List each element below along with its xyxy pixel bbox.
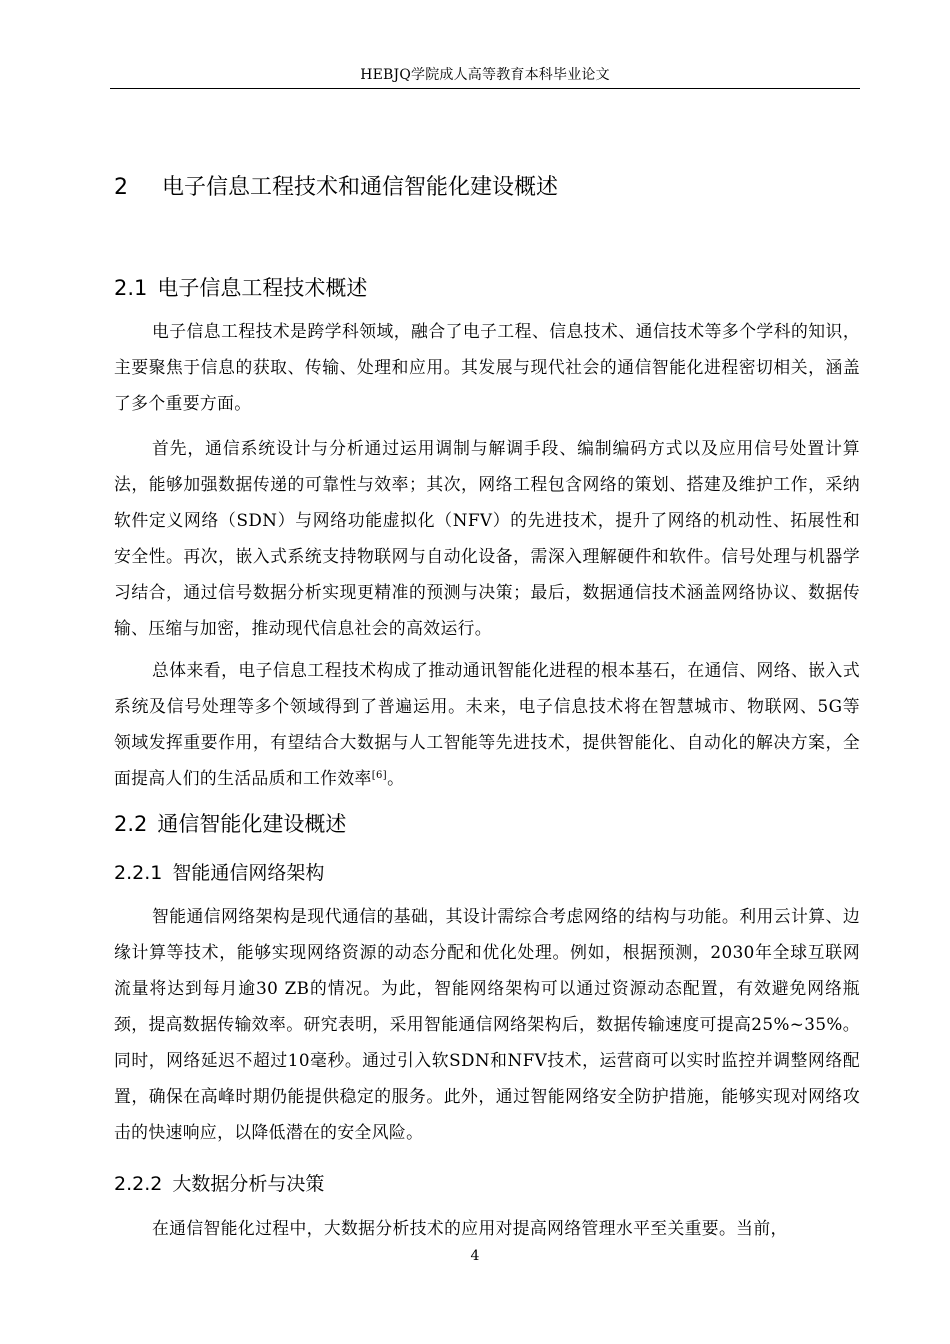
- chapter-title: 电子信息工程技术和通信智能化建设概述: [162, 175, 559, 200]
- paragraph-2-1-1: 电子信息工程技术是跨学科领域，融合了电子工程、信息技术、通信技术等多个学科的知识，主要聚焦于信息的获取、传输、处理和应用。其发展与现代社会的通信智能化进程密切相关，涵盖了多个重要方面。: [114, 321, 860, 413]
- subsection-number: 2.2.1: [114, 862, 163, 884]
- paragraph-2-1-2: 首先，通信系统设计与分析通过运用调制与解调手段、编制编码方式以及应用信号处置计算法，能够加强数据传递的可靠性与效率；其次，网络工程包含网络的策划、搭建及维护工作，采纳软件定义网络（SDN）与网络功能虚拟化（NFV）的先进技术，提升了网络的机动性、拓展性和安全性。再次，嵌入式系统支持物联网与自动化设备，需深入理解硬件和软件。信号处理与机器学习结合，通过信号数据分析实现更精准的预测与决策；最后，数据通信技术涵盖网络协议、数据传输、压缩与加密，推动现代信息社会的高效运行。: [114, 438, 860, 638]
- subsection-title: 大数据分析与决策: [172, 1173, 325, 1195]
- subsection-heading-2-2-1: [114, 860, 860, 886]
- citation-reference: [6]: [371, 770, 388, 781]
- subsection-heading-2-2-2: [114, 1171, 860, 1197]
- section-heading-2-1: [114, 274, 860, 302]
- paragraph-2-2-2: 在通信智能化过程中，大数据分析技术的应用对提高网络管理水平至关重要。当前，: [152, 1218, 788, 1238]
- page-header: HEBJQ学院成人高等教育本科毕业论文: [360, 67, 610, 83]
- chapter-heading: [114, 173, 860, 203]
- subsection-number: 2.2.2: [114, 1173, 163, 1195]
- paragraph-2-1-3: [114, 652, 860, 796]
- paragraph-end: 。: [387, 768, 405, 788]
- section-title: 通信智能化建设概述: [157, 812, 347, 836]
- paragraph-2-2-1: 智能通信网络架构是现代通信的基础，其设计需综合考虑网络的结构与功能。利用云计算、边缘计算等技术，能够实现网络资源的动态分配和优化处理。例如，根据预测，2030年全球互联网流量将达到每月逾30 ZB的情况。为此，智能网络架构可以通过资源动态配置，有效避免网络瓶颈，提高数据传输效率。研究表明，采用智能通信网络架构后，数据传输速度可提高25%~35%。同时，网络延迟不超过10毫秒。通过引入软SDN和NFV技术，运营商可以实时监控并调整网络配置，确保在高峰时期仍能提供稳定的服务。此外，通过智能网络安全防护措施，能够实现对网络攻击的快速响应，以降低潜在的安全风险。: [114, 906, 860, 1142]
- page-number: 4: [470, 1248, 480, 1264]
- subsection-title: 智能通信网络架构: [172, 862, 325, 884]
- section-number: 2.2: [114, 812, 148, 836]
- paragraph-text: 总体来看，电子信息工程技术构成了推动通讯智能化进程的根本基石，在通信、网络、嵌入式系统及信号处理等多个领域得到了普遍运用。未来，电子信息技术将在智慧城市、物联网、5G等领域发挥重要作用，有望结合大数据与人工智能等先进技术，提供智能化、自动化的解决方案，全面提高人们的生活品质和工作效率: [114, 660, 860, 788]
- header-divider: [110, 88, 860, 89]
- section-title: 电子信息工程技术概述: [157, 276, 368, 300]
- section-heading-2-2: [114, 810, 860, 838]
- chapter-number: 2: [114, 175, 128, 200]
- section-number: 2.1: [114, 276, 148, 300]
